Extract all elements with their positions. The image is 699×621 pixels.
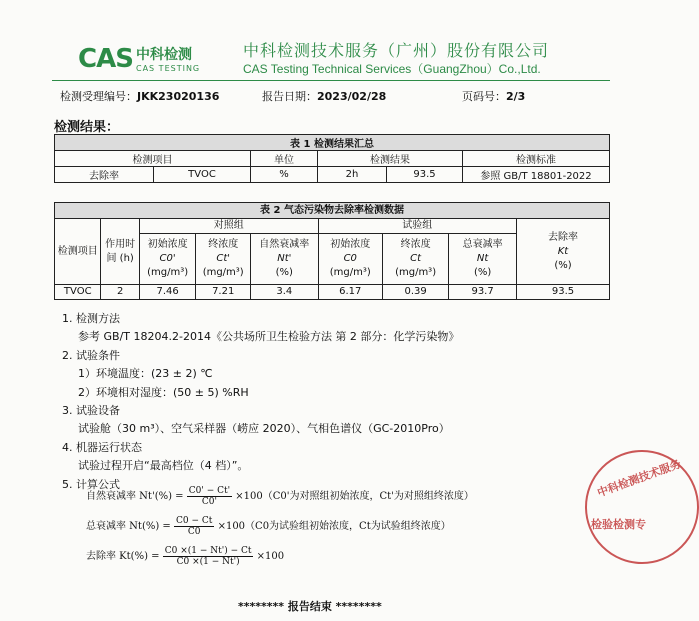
- page-number: [462, 88, 525, 104]
- table2-cell: 7.46: [139, 285, 196, 300]
- accept-label: 检测受理编号：: [60, 90, 137, 103]
- removal-label: 去除率: [547, 231, 578, 243]
- company-logo: [78, 38, 218, 80]
- method-details: [62, 310, 459, 494]
- accept-value: JKK23020136: [137, 90, 220, 103]
- summary-table: [54, 134, 610, 183]
- report-date: [262, 88, 386, 104]
- table2-cell: TVOC: [55, 285, 101, 300]
- table2-cell: 3.4: [251, 285, 319, 300]
- table2-cell: 93.7: [449, 285, 517, 300]
- formula-natural-decay: 自然衰减率 Nt'(%) = $\frac{C0' - Ct'}{C0'}$ ×100（C0'为对照组初始浓度，Ct'为对照组终浓度）: [86, 486, 474, 507]
- table2-subheader: 终浓度 Ct (mg/m³): [382, 234, 448, 285]
- table1-header-item: 检测项目: [55, 151, 251, 167]
- equipment-text: 试验舱（30 m³）、空气采样器（崂应 2020）、气相色谱仪（GC-2010Pro）: [78, 422, 450, 436]
- condition-humidity: 2）环境相对湿度：(50 ± 5) %RH: [78, 385, 249, 399]
- logo-cn-text: 中科检测: [136, 47, 192, 63]
- table1-header-unit: 单位: [251, 151, 318, 167]
- table2-cell: 93.5: [516, 285, 609, 300]
- table2-subheader: 总衰减率 Nt (%): [449, 234, 517, 285]
- section-heading: 4. 机器运行状态: [62, 440, 142, 454]
- section-heading: 5. 计算公式: [62, 477, 120, 491]
- section-heading: 2. 试验条件: [62, 348, 120, 362]
- table2-subheader: 自然衰减率 Nt' (%): [251, 234, 319, 285]
- table1-cell: 2h: [318, 167, 387, 183]
- table1-header-standard: 检测标准: [463, 151, 610, 167]
- table2-header-test: 试验组: [318, 219, 516, 234]
- table1-cell: 去除率: [55, 167, 154, 183]
- table1-cell: TVOC: [154, 167, 251, 183]
- table1-header-result: 检测结果: [318, 151, 463, 167]
- method-text: 参考 GB/T 18204.2-2014《公共场所卫生检验方法 第 2 部分：化学污染物》: [78, 330, 460, 344]
- table2-cell: 7.21: [196, 285, 251, 300]
- table1-cell: %: [251, 167, 318, 183]
- seal-text: 中科检测技术服务: [595, 457, 683, 500]
- logo-cas-text: CAS: [78, 44, 133, 74]
- table2-caption: 表 2 气态污染物去除率检测数据: [55, 203, 610, 219]
- table2-header-item: 检测项目: [55, 219, 101, 285]
- formula-removal-rate: 去除率 Kt(%) = $\frac{C0 \times(1 - Nt') - Ct}{C0 \times(1 - Nt')}$ ×100: [86, 546, 285, 567]
- machine-status-text: 试验过程开启“最高档位（4 档）”。: [78, 459, 249, 473]
- removal-data-table: [54, 202, 610, 300]
- page-label: 页码号：: [462, 90, 506, 103]
- company-name-en: CAS Testing Technical Services（GuangZhou）Co.,Ltd.: [243, 62, 541, 76]
- table2-header-time: 作用时间 (h): [101, 219, 139, 285]
- logo-en-text: CAS TESTING: [136, 64, 201, 73]
- table2-subheader: 初始浓度 C0' (mg/m³): [139, 234, 196, 285]
- accept-number: [60, 88, 219, 104]
- section-title: 检测结果：: [54, 120, 120, 135]
- removal-unit: (%): [554, 259, 572, 271]
- section-heading: 3. 试验设备: [62, 404, 120, 418]
- table2-subheader: 终浓度 Ct' (mg/m³): [196, 234, 251, 285]
- date-label: 报告日期：: [262, 90, 317, 103]
- removal-symbol: Kt: [557, 245, 569, 257]
- table2-cell: 6.17: [318, 285, 382, 300]
- table2-header-removal: [516, 219, 609, 285]
- page-value: 2/3: [506, 90, 526, 103]
- date-value: 2023/02/28: [317, 90, 387, 103]
- table2-subheader: 初始浓度 C0 (mg/m³): [318, 234, 382, 285]
- table2-header-control: 对照组: [139, 219, 318, 234]
- section-heading: 1. 检测方法: [62, 312, 120, 325]
- table2-cell: 2: [101, 285, 139, 300]
- seal-text: 检验检测专: [591, 518, 646, 531]
- table2-cell: 0.39: [382, 285, 448, 300]
- report-end-marker: ******** 报告结束 ********: [238, 600, 382, 613]
- header-divider: [52, 80, 610, 81]
- table1-caption: 表 1 检测结果汇总: [55, 135, 610, 151]
- table1-cell: 93.5: [387, 167, 463, 183]
- table1-cell: 参照 GB/T 18801-2022: [463, 167, 610, 183]
- formula-total-decay: 总衰减率 Nt(%) = $\frac{C0 - Ct}{C0}$ ×100（C0为试验组初始浓度，Ct为试验组终浓度）: [86, 516, 451, 537]
- company-seal: [585, 450, 699, 564]
- condition-temperature: 1）环境温度：(23 ± 2) ℃: [78, 367, 213, 381]
- company-name-cn: 中科检测技术服务（广州）股份有限公司: [243, 41, 550, 60]
